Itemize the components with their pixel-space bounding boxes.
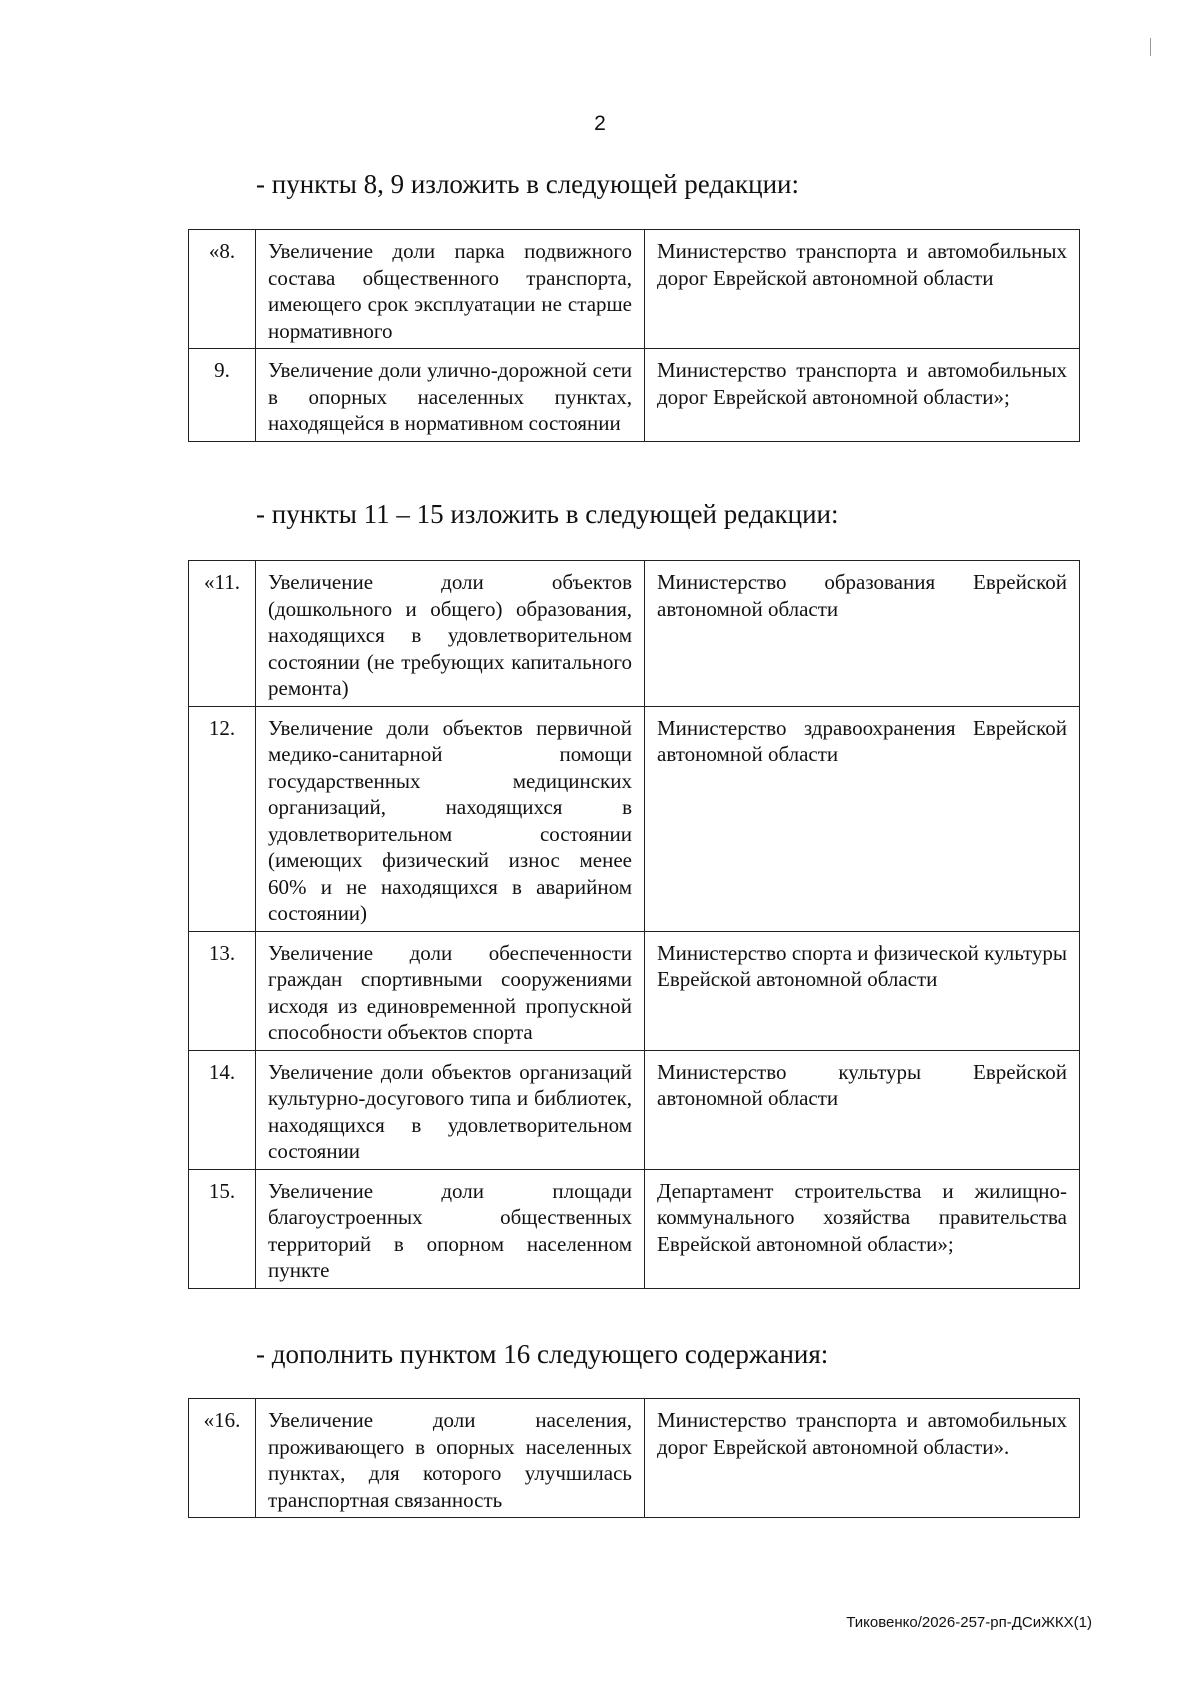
row-responsible: Министерство транспорта и автомобильных дорог Еврейской автономной области». [645,1399,1080,1518]
row-number: «16. [189,1399,256,1518]
row-number: 9. [189,349,256,442]
row-number: 14. [189,1050,256,1169]
row-description: Увеличение доли улично-дорожной сети в опорных населенных пунктах, находящейся в нормативном состоянии [256,349,645,442]
scan-artifact-line [1150,38,1151,56]
row-description: Увеличение доли объектов (дошкольного и общего) образования, находящихся в удовлетворительном состоянии (не требующих капитального ремонта) [256,561,645,707]
table-row [189,230,1080,349]
row-description: Увеличение доли населения, проживающего в опорных населенных пунктах, для которого улучшилась транспортная связанность [256,1399,645,1518]
page-number: 2 [594,112,606,135]
row-responsible: Министерство образования Еврейской автономной области [645,561,1080,707]
section-heading-items-8-9: - пункты 8, 9 изложить в следующей редакции: [256,169,800,199]
row-responsible: Министерство транспорта и автомобильных дорог Еврейской автономной области»; [645,349,1080,442]
table-row [189,1399,1080,1518]
table-row [189,706,1080,931]
row-description: Увеличение доли площади благоустроенных общественных территорий в опорном населенном пункте [256,1169,645,1288]
row-responsible: Министерство спорта и физической культуры Еврейской автономной области [645,931,1080,1050]
row-number: «11. [189,561,256,707]
row-responsible: Министерство транспорта и автомобильных дорог Еврейской автономной области [645,230,1080,349]
section-heading-items-11-15: - пункты 11 – 15 изложить в следующей редакции: [256,499,839,529]
row-responsible: Министерство здравоохранения Еврейской автономной области [645,706,1080,931]
row-description: Увеличение доли объектов организаций культурно-досугового типа и библиотек, находящихся в удовлетворительном состоянии [256,1050,645,1169]
row-description: Увеличение доли обеспеченности граждан спортивными сооружениями исходя из единовременной пропускной способности объектов спорта [256,931,645,1050]
table-row [189,931,1080,1050]
table-row [189,1050,1080,1169]
row-number: 15. [189,1169,256,1288]
table-row [189,561,1080,707]
row-responsible: Департамент строительства и жилищно-коммунального хозяйства правительства Еврейской автономной области»; [645,1169,1080,1288]
row-description: Увеличение доли парка подвижного состава общественного транспорта, имеющего срок эксплуатации не старше нормативного [256,230,645,349]
table-row [189,349,1080,442]
row-description: Увеличение доли объектов первичной медико-санитарной помощи государственных медицинских организаций, находящихся в удовлетворительном состоянии (имеющих физический износ менее 60% и не находящихся в аварийном состоянии) [256,706,645,931]
row-number: 12. [189,706,256,931]
table-item-16 [188,1398,1080,1518]
row-number: 13. [189,931,256,1050]
table-items-8-9 [188,229,1080,442]
row-responsible: Министерство культуры Еврейской автономной области [645,1050,1080,1169]
table-row [189,1169,1080,1288]
document-reference: Тиковенко/2026-257-рп-ДСиЖКХ(1) [846,1614,1092,1631]
section-heading-item-16: - дополнить пунктом 16 следующего содержания: [256,1339,829,1369]
row-number: «8. [189,230,256,349]
table-items-11-15 [188,560,1080,1289]
